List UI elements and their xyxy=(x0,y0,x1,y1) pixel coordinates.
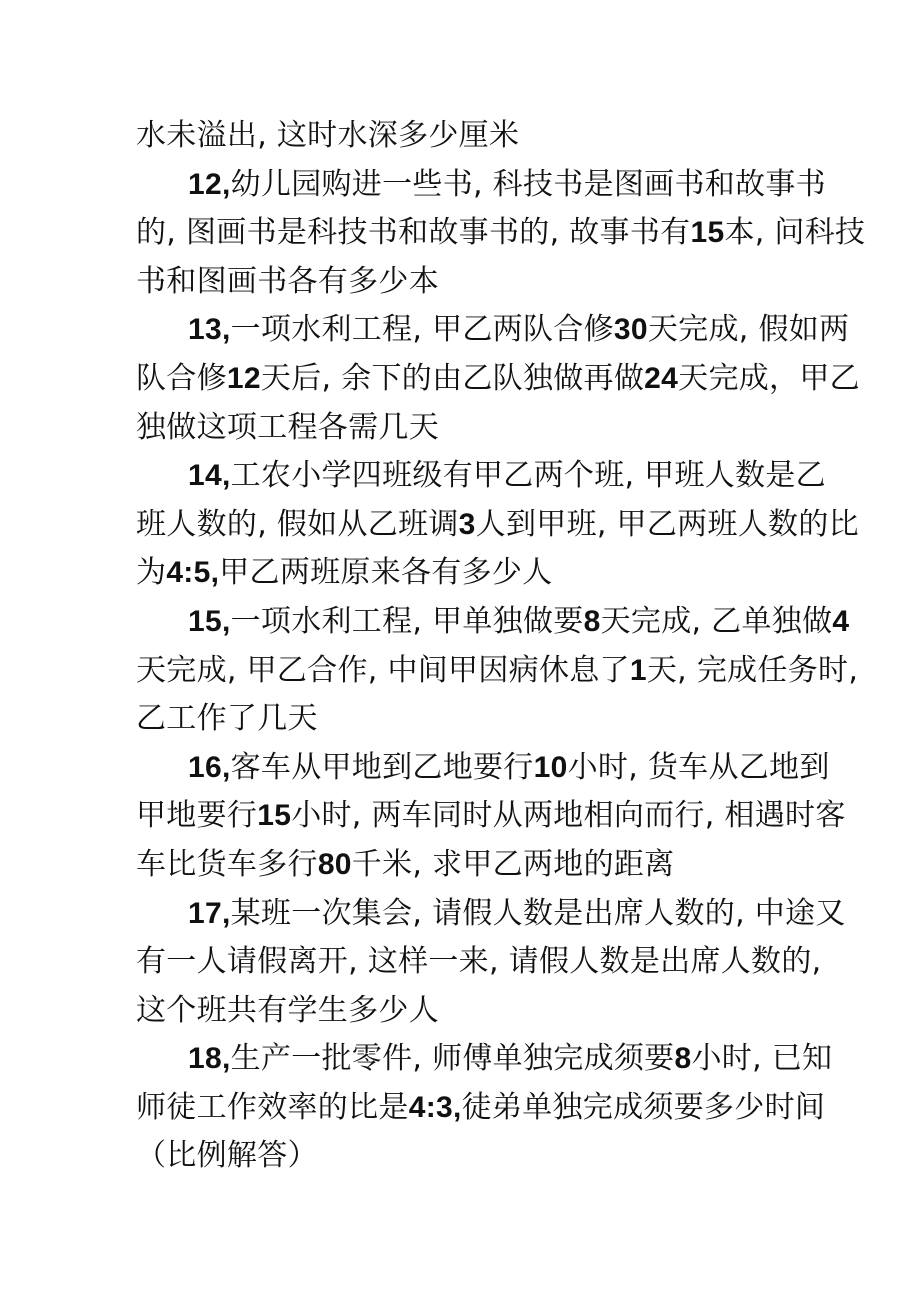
number-text: 4:3, xyxy=(408,1090,462,1124)
text-line: 18,生产一批零件, 师傅单独完成须要8小时, 已知 xyxy=(188,1041,833,1077)
number-text: 15 xyxy=(690,216,725,250)
text-line: 有一人请假离开, 这样一来, 请假人数是出席人数的, xyxy=(136,944,822,980)
number-text: 24 xyxy=(644,361,679,395)
text-line: 14,工农小学四班级有甲乙两个班, 甲班人数是乙 xyxy=(188,458,826,494)
text-line: 独做这项工程各需几天 xyxy=(136,409,439,445)
text-line: 队合修12天后, 余下的由乙队独做再做24天完成，甲乙 xyxy=(136,360,860,396)
text-line: （比例解答） xyxy=(136,1138,318,1174)
text-line: 为4:5,甲乙两班原来各有多少人 xyxy=(136,555,553,591)
text-line: 16,客车从甲地到乙地要行10小时, 货车从乙地到 xyxy=(188,749,830,785)
text-line: 甲地要行15小时, 两车同时从两地相向而行, 相遇时客 xyxy=(136,798,846,834)
number-text: 3 xyxy=(458,507,476,541)
text-line: 师徒工作效率的比是4:3,徒弟单独完成须要多少时间 xyxy=(136,1089,826,1125)
text-line: 书和图画书各有多少本 xyxy=(136,263,439,299)
text-line: 天完成, 甲乙合作, 中间甲因病休息了1天, 完成任务时, xyxy=(136,652,859,688)
text-line: 这个班共有学生多少人 xyxy=(136,992,439,1028)
number-text: 1 xyxy=(629,653,647,687)
number-text: 80 xyxy=(317,847,352,881)
number-text: 16, xyxy=(188,750,231,784)
text-line: 15,一项水利工程, 甲单独做要8天完成, 乙单独做4 xyxy=(188,603,850,639)
text-line: 车比货车多行80千米, 求甲乙两地的距离 xyxy=(136,846,675,882)
number-text: 17, xyxy=(188,896,231,930)
number-text: 12, xyxy=(188,167,231,201)
number-text: 8 xyxy=(674,1042,692,1076)
number-text: 14, xyxy=(188,459,231,493)
text-line: 12,幼儿园购进一些书, 科技书是图画书和故事书 xyxy=(188,166,826,202)
number-text: 18, xyxy=(188,1042,231,1076)
number-text: 8 xyxy=(583,604,601,638)
number-text: 10 xyxy=(533,750,568,784)
number-text: 4:5, xyxy=(166,556,220,590)
text-line: 乙工作了几天 xyxy=(136,701,318,737)
text-line: 17,某班一次集会, 请假人数是出席人数的, 中途又 xyxy=(188,895,846,931)
text-line: 的, 图画书是科技书和故事书的, 故事书有15本, 问科技 xyxy=(136,215,866,251)
number-text: 12 xyxy=(226,361,261,395)
number-text: 4 xyxy=(832,604,850,638)
number-text: 15 xyxy=(257,799,292,833)
number-text: 13, xyxy=(188,313,231,347)
text-line: 班人数的, 假如从乙班调3人到甲班, 甲乙两班人数的比 xyxy=(136,506,859,542)
number-text: 15, xyxy=(188,604,231,638)
text-line: 水未溢出, 这时水深多少厘米 xyxy=(136,118,520,153)
problem-text-block xyxy=(136,112,866,1181)
text-line: 13,一项水利工程, 甲乙两队合修30天完成, 假如两 xyxy=(188,312,850,348)
number-text: 30 xyxy=(613,313,648,347)
